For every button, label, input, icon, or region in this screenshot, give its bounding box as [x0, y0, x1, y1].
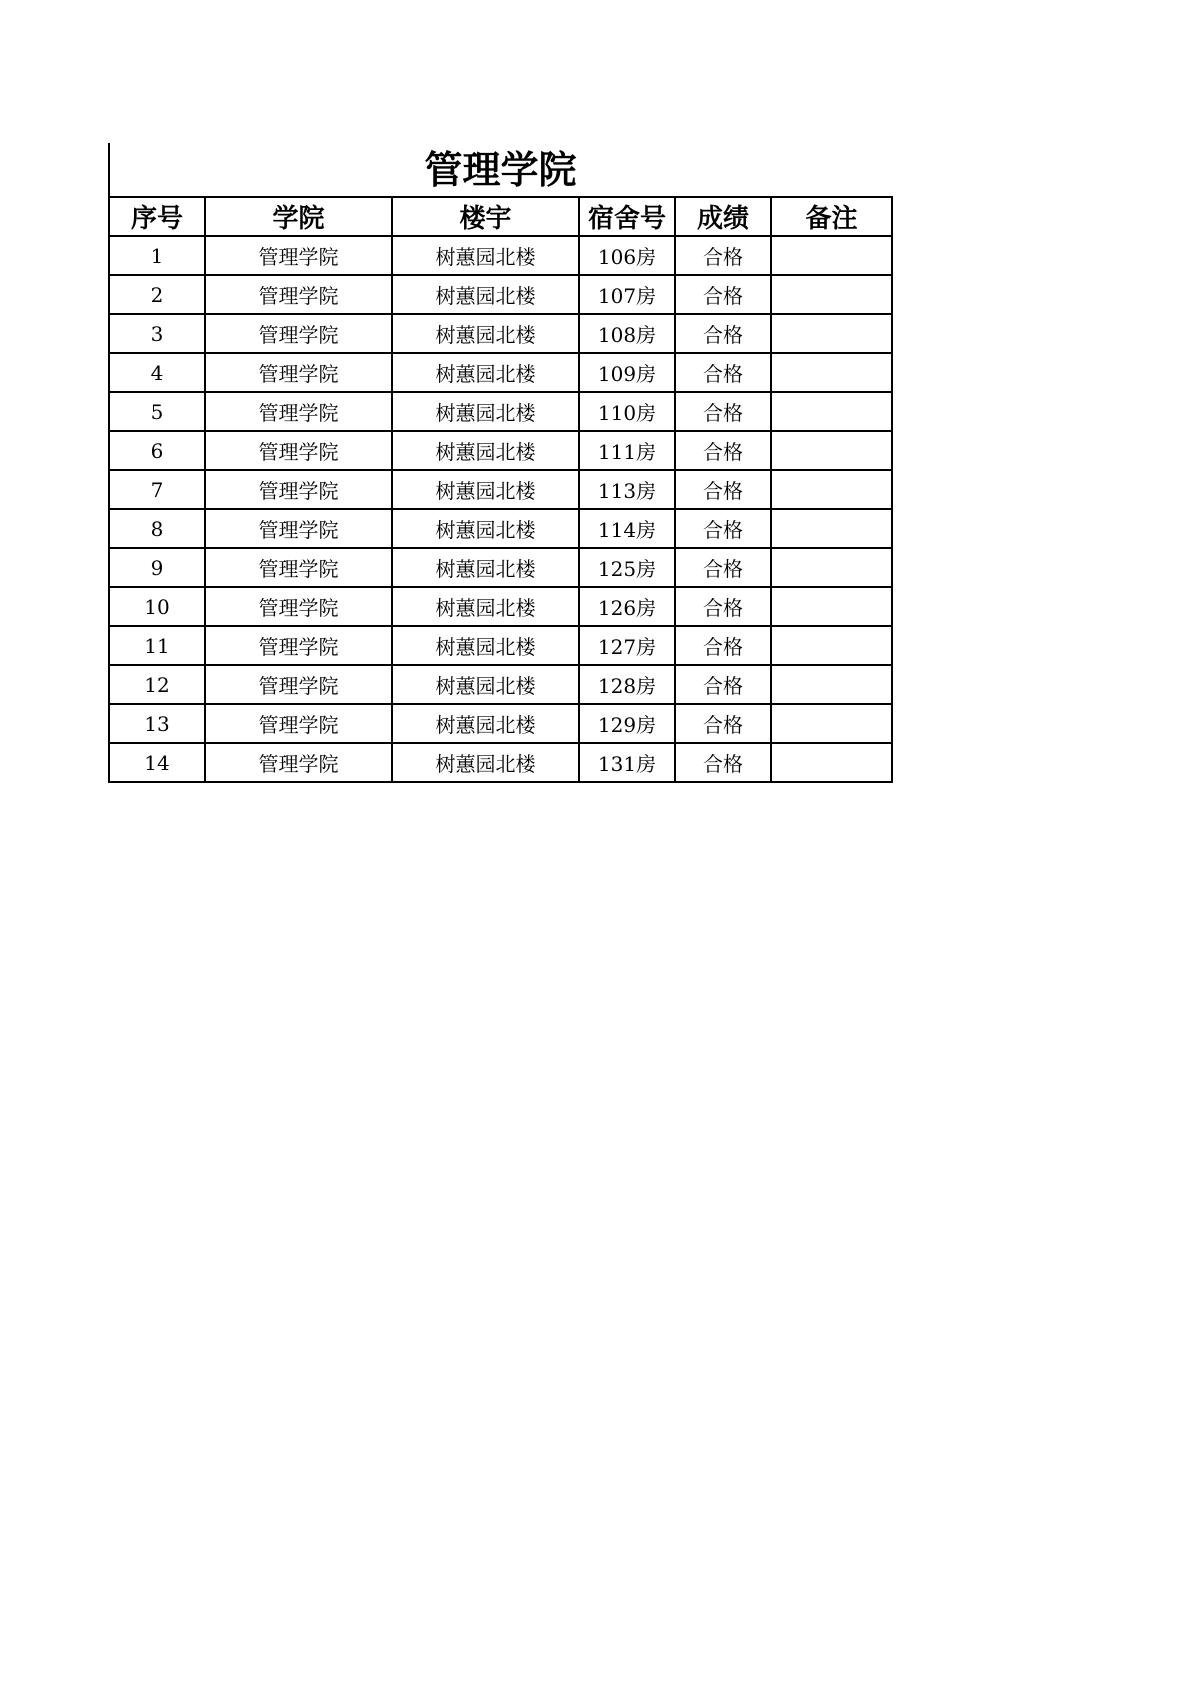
header-college: 学院: [205, 197, 392, 236]
header-serial-number: 序号: [109, 197, 205, 236]
cell-result: 合格: [675, 353, 771, 392]
cell-room-number: 106房: [579, 236, 675, 275]
header-building: 楼宇: [392, 197, 579, 236]
cell-result: 合格: [675, 275, 771, 314]
cell-result: 合格: [675, 743, 771, 782]
cell-serial-number: 9: [109, 548, 205, 587]
spreadsheet-page: [108, 143, 891, 783]
cell-remarks: [771, 626, 892, 665]
cell-college: 管理学院: [205, 314, 392, 353]
cell-building: 树蕙园北楼: [392, 431, 579, 470]
cell-remarks: [771, 509, 892, 548]
table-row: [109, 470, 892, 509]
cell-college: 管理学院: [205, 548, 392, 587]
cell-serial-number: 7: [109, 470, 205, 509]
cell-building: 树蕙园北楼: [392, 353, 579, 392]
table-row: [109, 626, 892, 665]
table-row: [109, 665, 892, 704]
cell-remarks: [771, 236, 892, 275]
cell-room-number: 114房: [579, 509, 675, 548]
cell-serial-number: 4: [109, 353, 205, 392]
cell-room-number: 128房: [579, 665, 675, 704]
table-row: [109, 353, 892, 392]
cell-building: 树蕙园北楼: [392, 626, 579, 665]
cell-building: 树蕙园北楼: [392, 275, 579, 314]
cell-serial-number: 6: [109, 431, 205, 470]
cell-serial-number: 1: [109, 236, 205, 275]
cell-room-number: 113房: [579, 470, 675, 509]
cell-result: 合格: [675, 236, 771, 275]
cell-remarks: [771, 665, 892, 704]
cell-remarks: [771, 353, 892, 392]
header-result: 成绩: [675, 197, 771, 236]
cell-building: 树蕙园北楼: [392, 743, 579, 782]
cell-remarks: [771, 392, 892, 431]
cell-room-number: 126房: [579, 587, 675, 626]
cell-remarks: [771, 704, 892, 743]
header-row: [109, 197, 892, 236]
cell-college: 管理学院: [205, 665, 392, 704]
cell-building: 树蕙园北楼: [392, 314, 579, 353]
cell-remarks: [771, 587, 892, 626]
cell-serial-number: 5: [109, 392, 205, 431]
cell-college: 管理学院: [205, 470, 392, 509]
cell-building: 树蕙园北楼: [392, 470, 579, 509]
cell-college: 管理学院: [205, 236, 392, 275]
table-body: [109, 236, 892, 782]
cell-serial-number: 12: [109, 665, 205, 704]
cell-college: 管理学院: [205, 431, 392, 470]
cell-result: 合格: [675, 431, 771, 470]
table-row: [109, 509, 892, 548]
table-row: [109, 587, 892, 626]
cell-room-number: 107房: [579, 275, 675, 314]
cell-building: 树蕙园北楼: [392, 236, 579, 275]
cell-building: 树蕙园北楼: [392, 392, 579, 431]
cell-room-number: 108房: [579, 314, 675, 353]
cell-serial-number: 3: [109, 314, 205, 353]
cell-college: 管理学院: [205, 743, 392, 782]
table-row: [109, 704, 892, 743]
cell-result: 合格: [675, 392, 771, 431]
cell-room-number: 129房: [579, 704, 675, 743]
sheet-title: 管理学院: [424, 148, 577, 192]
cell-serial-number: 11: [109, 626, 205, 665]
table-row: [109, 392, 892, 431]
cell-college: 管理学院: [205, 509, 392, 548]
cell-serial-number: 10: [109, 587, 205, 626]
cell-building: 树蕙园北楼: [392, 665, 579, 704]
cell-remarks: [771, 431, 892, 470]
cell-college: 管理学院: [205, 353, 392, 392]
cell-remarks: [771, 275, 892, 314]
dormitory-table: [108, 196, 893, 783]
cell-room-number: 131房: [579, 743, 675, 782]
cell-result: 合格: [675, 704, 771, 743]
cell-college: 管理学院: [205, 704, 392, 743]
cell-building: 树蕙园北楼: [392, 587, 579, 626]
table-row: [109, 431, 892, 470]
cell-result: 合格: [675, 509, 771, 548]
cell-college: 管理学院: [205, 392, 392, 431]
table-row: [109, 314, 892, 353]
cell-result: 合格: [675, 314, 771, 353]
cell-serial-number: 13: [109, 704, 205, 743]
cell-college: 管理学院: [205, 275, 392, 314]
cell-remarks: [771, 548, 892, 587]
cell-room-number: 125房: [579, 548, 675, 587]
table-row: [109, 743, 892, 782]
title-row: [108, 143, 891, 196]
cell-result: 合格: [675, 665, 771, 704]
cell-room-number: 111房: [579, 431, 675, 470]
cell-building: 树蕙园北楼: [392, 548, 579, 587]
cell-college: 管理学院: [205, 626, 392, 665]
cell-building: 树蕙园北楼: [392, 704, 579, 743]
cell-serial-number: 8: [109, 509, 205, 548]
table-row: [109, 275, 892, 314]
cell-college: 管理学院: [205, 587, 392, 626]
cell-room-number: 127房: [579, 626, 675, 665]
cell-room-number: 110房: [579, 392, 675, 431]
cell-result: 合格: [675, 626, 771, 665]
table-row: [109, 548, 892, 587]
cell-room-number: 109房: [579, 353, 675, 392]
cell-serial-number: 14: [109, 743, 205, 782]
cell-remarks: [771, 470, 892, 509]
cell-result: 合格: [675, 548, 771, 587]
cell-remarks: [771, 314, 892, 353]
cell-remarks: [771, 743, 892, 782]
header-remarks: 备注: [771, 197, 892, 236]
cell-result: 合格: [675, 470, 771, 509]
cell-building: 树蕙园北楼: [392, 509, 579, 548]
cell-result: 合格: [675, 587, 771, 626]
table-row: [109, 236, 892, 275]
cell-serial-number: 2: [109, 275, 205, 314]
header-room-number: 宿舍号: [579, 197, 675, 236]
